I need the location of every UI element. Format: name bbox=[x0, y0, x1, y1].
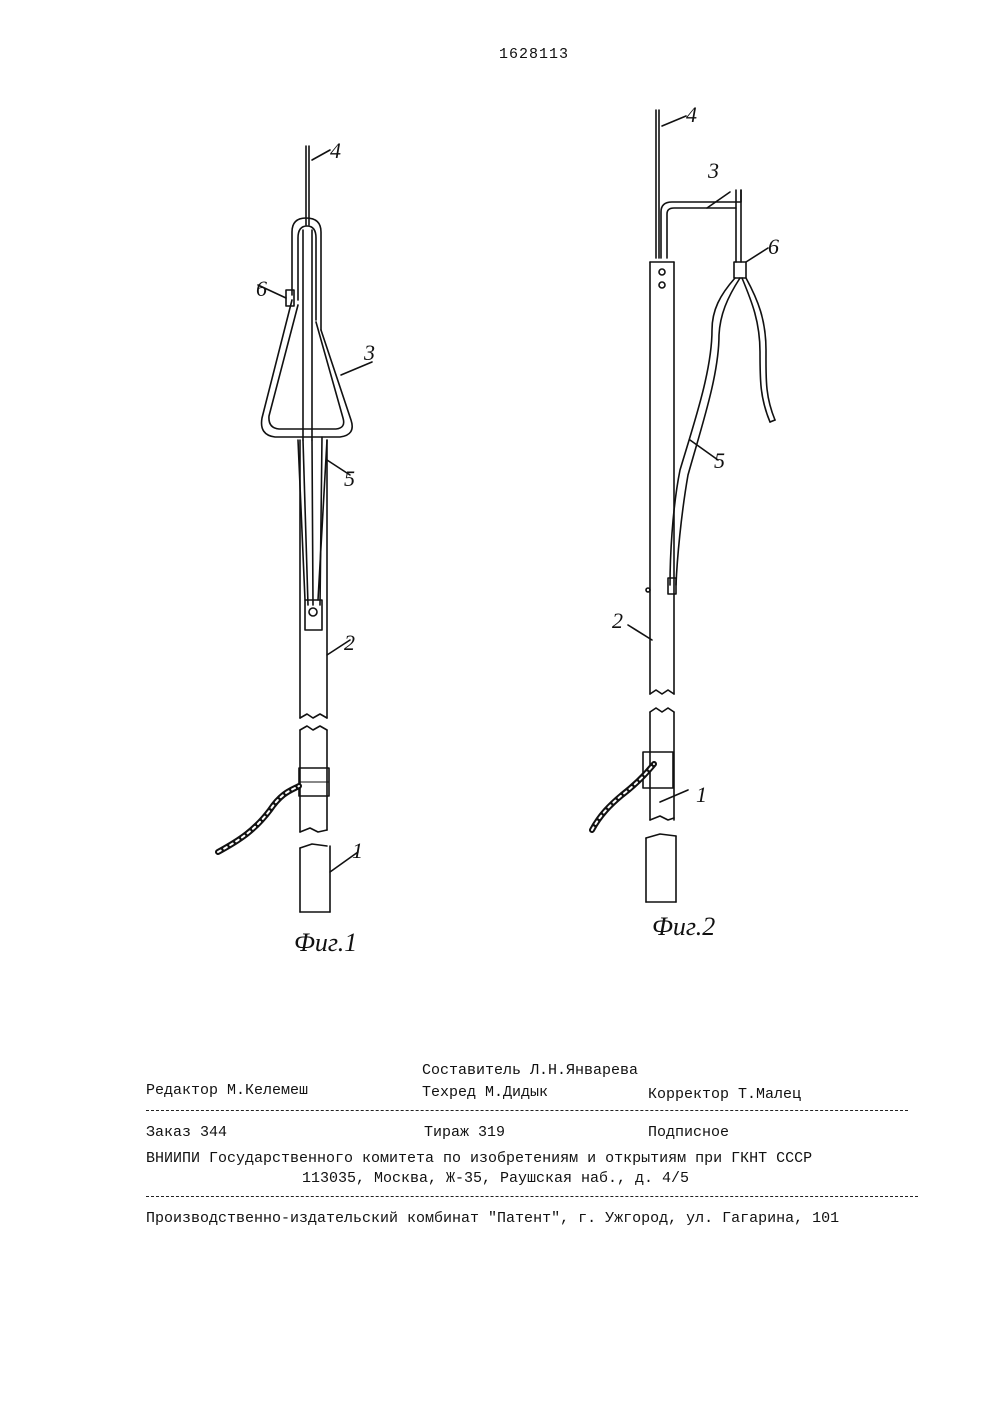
fig2-label-5: 5 bbox=[714, 448, 725, 473]
compiler-line: Составитель Л.Н.Январева bbox=[422, 1062, 639, 1079]
fig1-label-2: 2 bbox=[344, 630, 355, 655]
figure-2-drawing bbox=[592, 110, 775, 902]
tech-editor-line: Техред М.Дидык bbox=[422, 1084, 549, 1101]
circulation-line: Тираж 319 bbox=[424, 1124, 506, 1141]
fig2-label-6: 6 bbox=[768, 234, 779, 259]
divider-bottom bbox=[146, 1196, 918, 1197]
fig1-label-5: 5 bbox=[344, 466, 355, 491]
fig2-label-4: 4 bbox=[686, 102, 697, 127]
fig2-caption: Фиг.2 bbox=[652, 912, 716, 941]
institute-line: ВНИИПИ Государственного комитета по изобретениям и открытиям при ГКНТ СССР bbox=[146, 1150, 813, 1167]
divider-top bbox=[146, 1110, 908, 1111]
fig1-caption: Фиг.1 bbox=[294, 928, 358, 957]
patent-number: 1628113 bbox=[499, 46, 570, 63]
fig2-label-1: 1 bbox=[696, 782, 707, 807]
fig2-label-3: 3 bbox=[708, 158, 719, 183]
address-line: 113035, Москва, Ж-35, Раушская наб., д. 4/5 bbox=[302, 1170, 690, 1187]
subscription-line: Подписное bbox=[648, 1124, 730, 1141]
corrector-line: Корректор Т.Малец bbox=[648, 1086, 802, 1103]
figure-1-drawing bbox=[218, 146, 372, 912]
editor-line: Редактор М.Келемеш bbox=[146, 1082, 309, 1099]
fig1-label-6: 6 bbox=[256, 276, 267, 301]
order-line: Заказ 344 bbox=[146, 1124, 228, 1141]
fig2-label-2: 2 bbox=[612, 608, 623, 633]
fig1-label-4: 4 bbox=[330, 138, 341, 163]
fig1-label-3: 3 bbox=[364, 340, 375, 365]
publisher-line: Производственно-издательский комбинат "Патент", г. Ужгород, ул. Гагарина, 101 bbox=[146, 1210, 840, 1227]
fig1-label-1: 1 bbox=[352, 838, 363, 863]
